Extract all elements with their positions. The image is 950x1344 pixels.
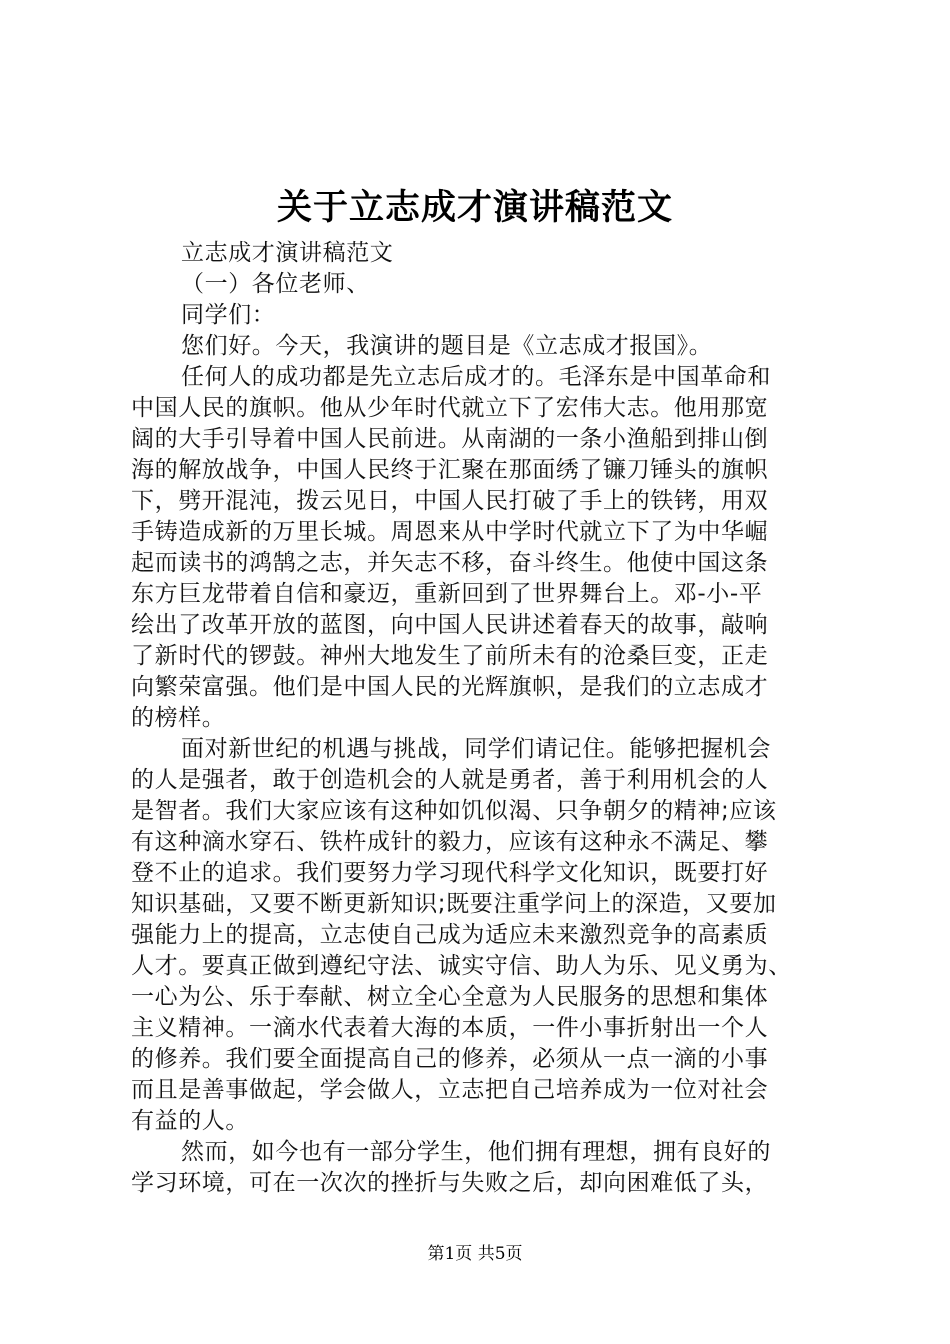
text-line: 立志成才演讲稿范文 <box>181 240 394 266</box>
text-line: 有这种滴水穿石、铁杵成针的毅力，应该有这种永不满足、攀 <box>131 829 769 855</box>
page-footer: 第1页 共5页 <box>427 1244 523 1264</box>
text-line: 海的解放战争，中国人民终于汇聚在那面绣了镰刀锤头的旗帜 <box>131 457 769 483</box>
text-line: 是智者。我们大家应该有这种如饥似渴、只争朝夕的精神;应该 <box>131 798 777 824</box>
text-line: 的人是强者，敢于创造机会的人就是勇者，善于利用机会的人 <box>131 767 769 793</box>
text-line: 面对新世纪的机遇与挑战，同学们请记住。能够把握机会 <box>181 736 771 762</box>
text-line: 向繁荣富强。他们是中国人民的光辉旗帜，是我们的立志成才 <box>131 674 769 700</box>
text-line: 绘出了改革开放的蓝图，向中国人民讲述着春天的故事，敲响 <box>131 612 769 638</box>
text-line: 任何人的成功都是先立志后成才的。毛泽东是中国革命和 <box>181 364 771 390</box>
text-line: 东方巨龙带着自信和豪迈，重新回到了世界舞台上。邓-小-平 <box>131 581 763 607</box>
text-line: 了新时代的锣鼓。神州大地发生了前所未有的沧桑巨变，正走 <box>131 643 769 669</box>
document-body <box>131 238 831 1199</box>
text-line: 下，劈开混沌，拨云见日，中国人民打破了手上的铁铐，用双 <box>131 488 769 514</box>
text-line: 而且是善事做起，学会做人，立志把自己培养成为一位对社会 <box>131 1077 769 1103</box>
document-title: 关于立志成才演讲稿范文 <box>276 187 673 228</box>
text-line: 主义精神。一滴水代表着大海的本质，一件小事折射出一个人 <box>131 1015 769 1041</box>
text-line: （一）各位老师、 <box>181 271 370 297</box>
text-line: 知识基础，又要不断更新知识;既要注重学问上的深造，又要加 <box>131 891 777 917</box>
text-line: 学习环境，可在一次次的挫折与失败之后，却向困难低了头， <box>131 1170 769 1196</box>
text-line: 人才。要真正做到遵纪守法、诚实守信、助人为乐、见义勇为、 <box>131 953 792 979</box>
text-line: 然而，如今也有一部分学生，他们拥有理想，拥有良好的 <box>181 1139 771 1165</box>
text-line: 一心为公、乐于奉献、树立全心全意为人民服务的思想和集体 <box>131 984 769 1010</box>
text-line: 有益的人。 <box>131 1108 249 1134</box>
text-line: 的榜样。 <box>131 705 226 731</box>
text-line: 同学们： <box>181 302 276 328</box>
text-line: 起而读书的鸿鹄之志，并矢志不移，奋斗终生。他使中国这条 <box>131 550 769 576</box>
text-line: 登不止的追求。我们要努力学习现代科学文化知识，既要打好 <box>131 860 769 886</box>
text-line: 强能力上的提高，立志使自己成为适应未来激烈竞争的高素质 <box>131 922 769 948</box>
text-line: 手铸造成新的万里长城。周恩来从中学时代就立下了为中华崛 <box>131 519 769 545</box>
text-line: 您们好。今天，我演讲的题目是《立志成才报国》。 <box>181 333 713 359</box>
text-line: 的修养。我们要全面提高自己的修养，必须从一点一滴的小事 <box>131 1046 769 1072</box>
text-line: 中国人民的旗帜。他从少年时代就立下了宏伟大志。他用那宽 <box>131 395 769 421</box>
text-line: 阔的大手引导着中国人民前进。从南湖的一条小渔船到排山倒 <box>131 426 769 452</box>
